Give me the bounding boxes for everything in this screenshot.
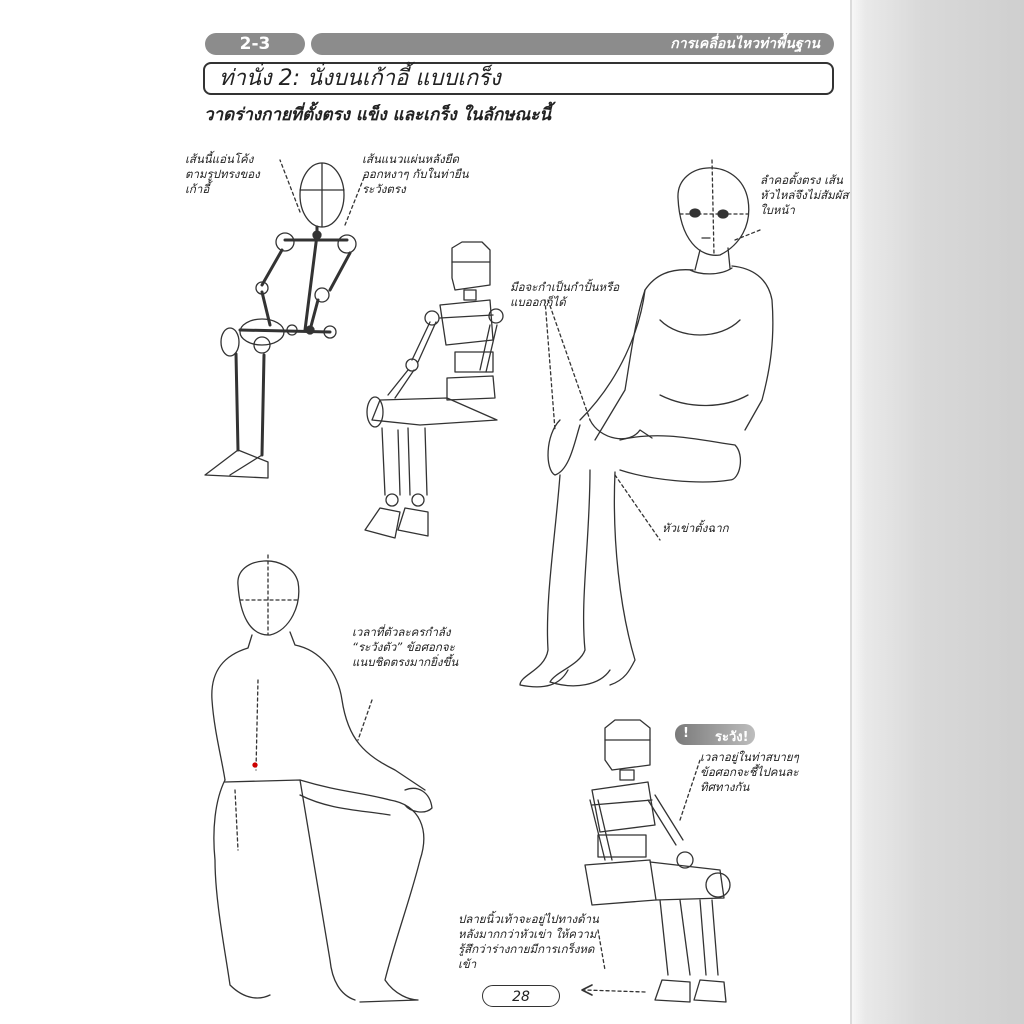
note-shoulder: เวลาที่ตัวละครกำลัง “ระวังตัว” ข้อศอกจะ แนบชิดตรงมากยิ่งขึ้น [352, 625, 459, 669]
mannequin-figure [365, 242, 503, 538]
skeleton-figure [205, 160, 365, 478]
note-neck: ลำคอตั้งตรง เส้น หัวไหล่จึงไม่สัมผัส ใบหน้า [760, 173, 849, 217]
note-toes: ปลายนิ้วเท้าจะอยู่ไปทางด้าน หลังมากกว่าหัวเข่า ให้ความ รู้สึกว่าร่างกายมีการเกร็งหด เข้า [458, 912, 599, 971]
page-subtitle: วาดร่างกายที่ตั้งตรง แข็ง และเกร็ง ในลักษณะนี้ [204, 105, 551, 125]
note-knee: หัวเข่าตั้งฉาก [662, 521, 729, 535]
section-number: 2-3 [205, 33, 305, 55]
back-view-figure [212, 555, 432, 1002]
caution-label: ระวัง! [715, 730, 749, 745]
note-hands: มือจะกำเป็นกำปั้นหรือ แบออกก็ได้ [510, 280, 620, 309]
caution-badge [675, 724, 755, 745]
caution-mark: ! [683, 726, 689, 741]
anime-male-figure [520, 160, 773, 687]
page-number: 28 [482, 985, 560, 1007]
note-chair-line: เส้นนี้แอ่นโค้ง ตามรูปทรงของ เก้าอี้ [185, 152, 260, 196]
note-caution: เวลาอยู่ในท่าสบายๆ ข้อศอกจะชี้ไปคนละ ทิศทางกัน [700, 750, 799, 794]
chapter-title: การเคลื่อนไหวท่าพื้นฐาน [311, 33, 834, 55]
page-title: ท่านั่ง 2: นั่งบนเก้าอี้ แบบเกร็ง [203, 62, 834, 95]
note-spine-line: เส้นแนวแผ่นหลังยืด ออกหงาๆ กับในท่ายืน ระวังตรง [362, 152, 469, 196]
